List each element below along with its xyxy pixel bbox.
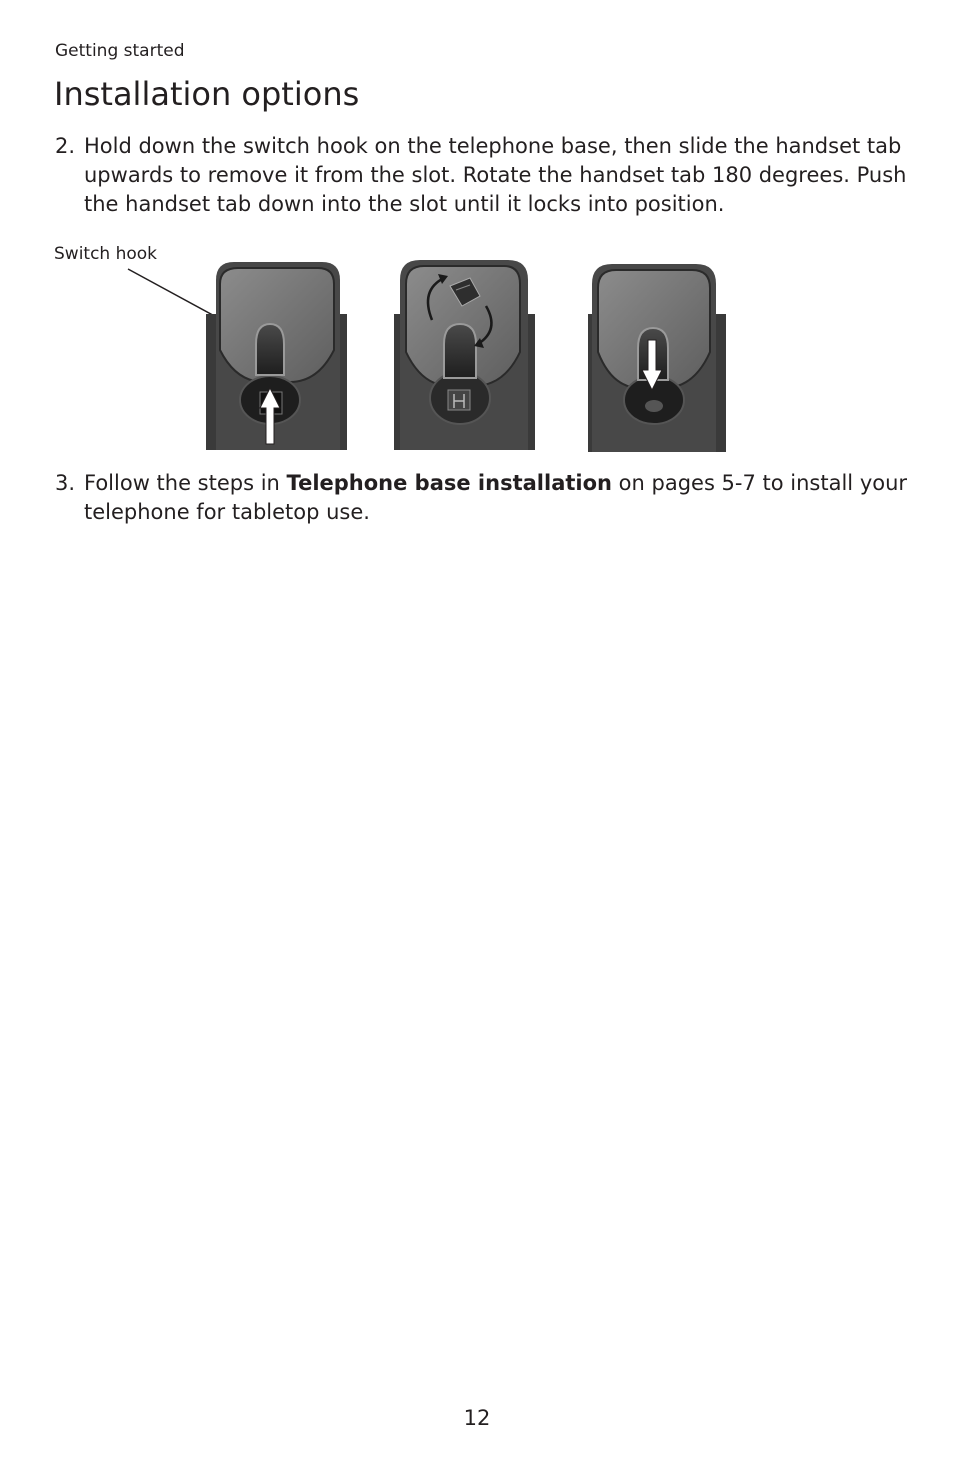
switch-hook-callout: Switch hook [54,244,158,264]
step-2 [55,132,915,219]
step-3 [55,469,915,527]
step-number: 2. [55,134,76,158]
page-title: Installation options [54,75,360,113]
step-number: 3. [55,471,76,495]
base-panel-1 [206,262,347,450]
base-panel-3 [588,264,726,452]
step-text-after: on pages 5-7 to install your telephone for tabletop use. [84,471,908,524]
section-label: Getting started [55,41,185,61]
cross-reference-link: Telephone base installation [286,471,612,495]
installation-figure [0,240,954,460]
step-text: Hold down the switch hook on the telephone base, then slide the handset tab upwards to remove it from the slot. Rotate the handset tab 180 degrees. Push the handset tab down into the slot until it locks into position. [84,134,907,216]
step-text-before: Follow the steps in [84,471,287,495]
page-number: 12 [463,1406,491,1430]
step-text [84,469,915,527]
